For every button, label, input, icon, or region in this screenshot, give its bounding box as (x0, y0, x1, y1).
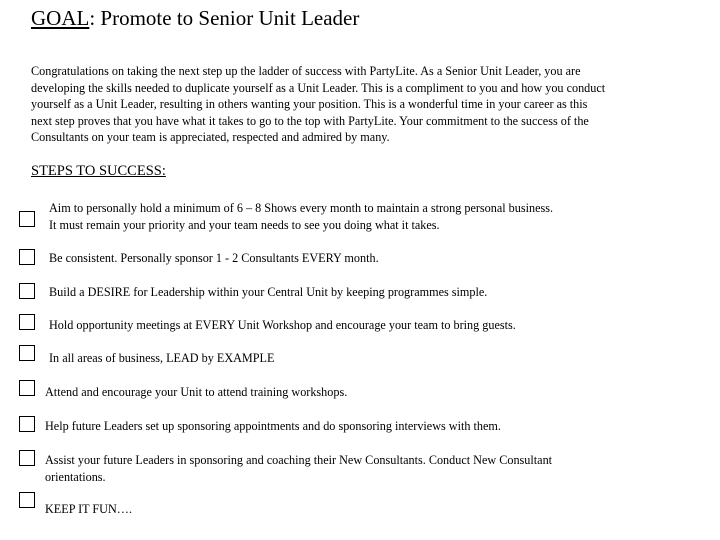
step-text (49, 350, 689, 367)
step-checkbox[interactable] (19, 450, 35, 466)
step-checkbox[interactable] (19, 211, 35, 227)
step-line: Build a DESIRE for Leadership within your Central Unit by keeping programmes simple. (49, 285, 488, 299)
step-line: It must remain your priority and your team needs to see you doing what it takes. (49, 217, 440, 232)
step-checkbox[interactable] (19, 249, 35, 265)
intro-line: Consultants on your team is appreciated, respected and admired by many. (31, 130, 390, 144)
step-text (45, 384, 685, 401)
step-text (45, 418, 685, 435)
step-checkbox[interactable] (19, 380, 35, 396)
step-text (49, 317, 689, 334)
intro-paragraph (31, 63, 691, 146)
step-line: In all areas of business, LEAD by EXAMPLE (49, 351, 275, 365)
intro-line: next step proves that you have what it takes to go to the top with PartyLite. Your commitment to the success of the (31, 113, 589, 128)
step-line: KEEP IT FUN…. (45, 502, 133, 516)
step-line: Help future Leaders set up sponsoring appointments and do sponsoring interviews with them. (45, 419, 501, 433)
step-line: Aim to personally hold a minimum of 6 – 8 Shows every month to maintain a strong personal business. (49, 201, 554, 215)
step-checkbox[interactable] (19, 283, 35, 299)
goal-text: : Promote to Senior Unit Leader (89, 6, 360, 30)
page-title (31, 6, 359, 31)
step-text (49, 250, 689, 267)
step-checkbox[interactable] (19, 314, 35, 330)
step-line: orientations. (45, 469, 106, 484)
step-line: Hold opportunity meetings at EVERY Unit Workshop and encourage your team to bring guests. (49, 318, 516, 332)
step-line: Be consistent. Personally sponsor 1 - 2 Consultants EVERY month. (49, 251, 379, 265)
step-text (49, 200, 689, 233)
step-line: Assist your future Leaders in sponsoring and coaching their New Consultants. Conduct New Consultant (45, 453, 553, 467)
steps-heading: STEPS TO SUCCESS: (31, 163, 166, 179)
step-checkbox[interactable] (19, 345, 35, 361)
intro-line: developing the skills needed to duplicate yourself as a Unit Leader. This is a compliment to you and how you conduct (31, 80, 606, 95)
step-text (45, 452, 685, 485)
intro-line: Congratulations on taking the next step up the ladder of success with PartyLite. As a Senior Unit Leader, you are (31, 64, 581, 78)
step-text (45, 501, 685, 518)
step-text (49, 284, 689, 301)
step-line: Attend and encourage your Unit to attend training workshops. (45, 385, 348, 399)
intro-line: yourself as a Unit Leader, resulting in others wanting your position. This is a wonderful time in your career as this (31, 97, 588, 111)
step-checkbox[interactable] (19, 416, 35, 432)
goal-label: GOAL (31, 6, 90, 30)
step-checkbox[interactable] (19, 492, 35, 508)
